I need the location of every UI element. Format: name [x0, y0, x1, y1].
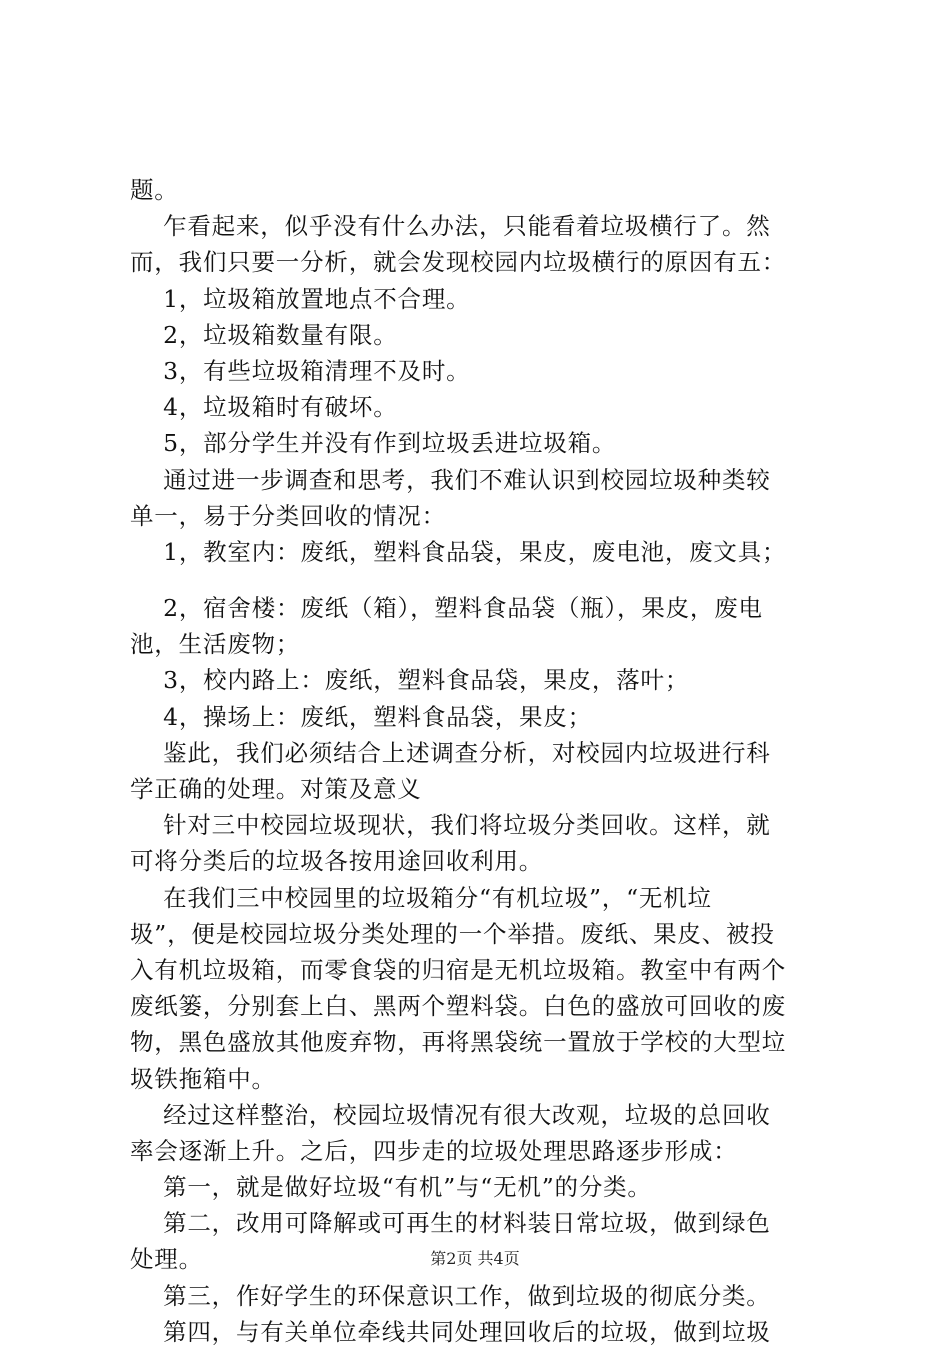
text-line: 入有机垃圾箱，而零食袋的归宿是无机垃圾箱。教室中有两个 [130, 955, 787, 984]
text-line: 2，垃圾箱数量有限。 [130, 320, 398, 349]
text-line: 第四，与有关单位牵线共同处理回收后的垃圾，做到垃圾 [130, 1317, 771, 1346]
blank-line [130, 570, 830, 590]
text-line: 处理。 [130, 1245, 203, 1274]
text-line: 单一，易于分类回收的情况： [130, 501, 446, 530]
text-line: 5，部分学生并没有作到垃圾丢进垃圾箱。 [130, 429, 617, 458]
text-line: 池，生活废物； [130, 630, 301, 659]
text-line: 第一，就是做好垃圾“有机”与“无机”的分类。 [130, 1173, 652, 1202]
page-number-footer: 第2页 共4页 [430, 1249, 520, 1268]
text-line: 4，操场上：废纸，塑料食品袋，果皮； [130, 702, 592, 731]
text-line: 1，垃圾箱放置地点不合理。 [130, 284, 471, 313]
text-line: 4，垃圾箱时有破坏。 [130, 393, 398, 422]
text-line: 第二，改用可降解或可再生的材料装日常垃圾，做到绿色 [130, 1209, 771, 1238]
text-line: 通过进一步调查和思考，我们不难认识到校园垃圾种类较 [130, 465, 771, 494]
text-line: 乍看起来，似乎没有什么办法，只能看着垃圾横行了。然 [130, 212, 771, 241]
text-line: 而，我们只要一分析，就会发现校园内垃圾横行的原因有五： [130, 248, 787, 277]
text-line: 圾”，便是校园垃圾分类处理的一个举措。废纸、果皮、被投 [130, 919, 775, 948]
text-line: 废纸篓，分别套上白、黑两个塑料袋。白色的盛放可回收的废 [130, 992, 787, 1021]
text-line: 3，有些垃圾箱清理不及时。 [130, 356, 471, 385]
text-line: 在我们三中校园里的垃圾箱分“有机垃圾”，“无机垃 [130, 883, 712, 912]
text-line: 可将分类后的垃圾各按用途回收利用。 [130, 847, 544, 876]
text-line: 1，教室内：废纸，塑料食品袋，果皮，废电池，废文具； [130, 537, 787, 566]
text-line: 鉴此，我们必须结合上述调查分析，对校园内垃圾进行科 [130, 738, 771, 767]
text-line: 2，宿舍楼：废纸（箱），塑料食品袋（瓶），果皮，废电 [130, 594, 763, 623]
text-line: 第三，作好学生的环保意识工作，做到垃圾的彻底分类。 [130, 1281, 771, 1310]
text-line: 圾铁拖箱中。 [130, 1064, 276, 1093]
text-line: 率会逐渐上升。之后，四步走的垃圾处理思路逐步形成： [130, 1136, 738, 1165]
document-body [130, 172, 830, 1350]
text-line: 物，黑色盛放其他废弃物，再将黑袋统一置放于学校的大型垃 [130, 1028, 787, 1057]
text-line: 题。 [130, 176, 179, 204]
text-line: 经过这样整治，校园垃圾情况有很大改观，垃圾的总回收 [130, 1100, 771, 1129]
text-line: 针对三中校园垃圾现状，我们将垃圾分类回收。这样，就 [130, 811, 771, 840]
text-line: 学正确的处理。对策及意义 [130, 775, 422, 803]
text-line: 3，校内路上：废纸，塑料食品袋，果皮，落叶； [130, 666, 690, 695]
